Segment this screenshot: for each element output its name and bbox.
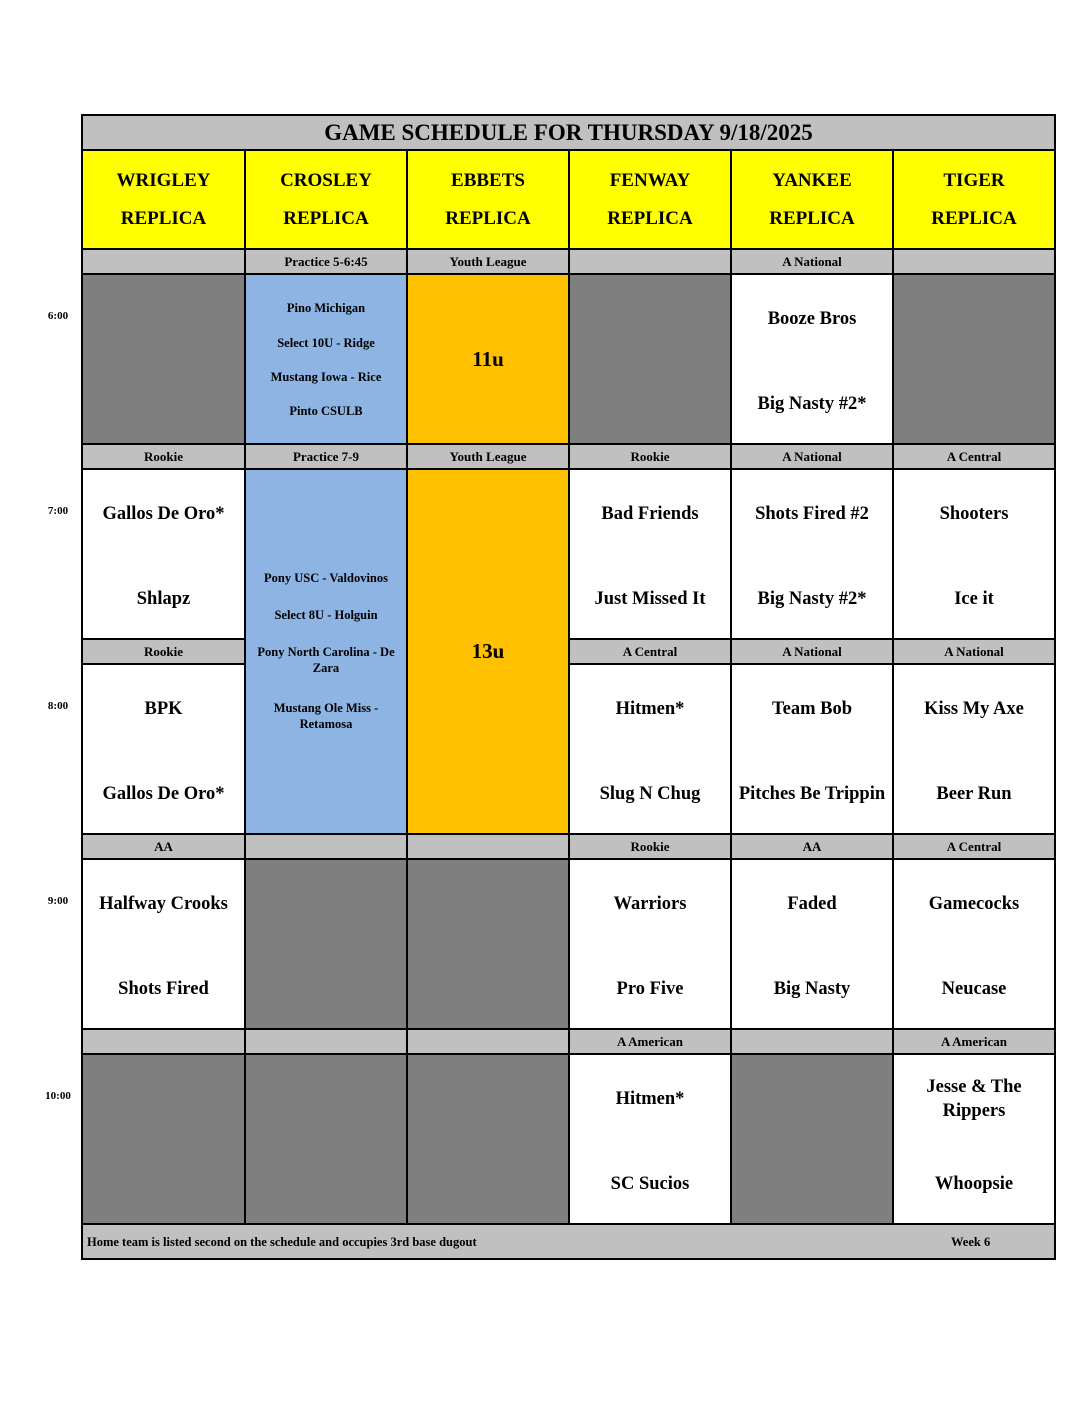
game-800-wrigley: [82, 664, 245, 834]
home-team: Shots Fired: [118, 979, 209, 999]
unused-slot: [82, 274, 245, 444]
time-label-600: 6:00: [47, 310, 69, 322]
away-team: Team Bob: [771, 699, 853, 719]
footer-note: Home team is listed second on the schedule and occupies 3rd base dugout: [87, 1235, 477, 1249]
away-team: Hitmen*: [615, 699, 685, 719]
away-team: Warriors: [613, 894, 687, 914]
away-team: Hitmen*: [615, 1089, 685, 1109]
schedule-title-text: GAME SCHEDULE FOR THURSDAY 9/18/2025: [324, 119, 813, 145]
game-800-yankee: [731, 664, 893, 834]
home-team: Big Nasty #2*: [757, 589, 867, 609]
game-900-tiger: [893, 859, 1055, 1029]
field-sub: REPLICA: [445, 207, 531, 229]
away-team: Gamecocks: [928, 894, 1020, 914]
home-team: Ice it: [954, 589, 994, 609]
field-name: EBBETS: [451, 169, 525, 191]
field-name: CROSLEY: [280, 169, 372, 191]
time-label-700: 7:00: [47, 505, 69, 517]
home-team: Big Nasty #2*: [757, 394, 867, 414]
home-team: Pitches Be Trippin: [738, 784, 886, 804]
practice-team: Select 8U - Holguin: [274, 608, 378, 622]
away-team: Faded: [787, 894, 837, 914]
home-team: Whoopsie: [934, 1174, 1014, 1194]
schedule-title: [82, 115, 1055, 150]
game-1000-fenway: [569, 1054, 731, 1224]
league-label: [245, 834, 407, 859]
home-team: Gallos De Oro*: [102, 784, 225, 804]
unused-slot: [245, 1054, 407, 1224]
league-label: Youth League: [407, 249, 569, 274]
league-label: [82, 249, 245, 274]
field-name: YANKEE: [772, 169, 852, 191]
unused-slot: [893, 274, 1055, 444]
time-label-1000: 10:00: [45, 1090, 71, 1102]
field-header-crosley: [245, 150, 407, 249]
home-team: Just Missed It: [594, 589, 706, 609]
practice-block-700: [245, 469, 407, 834]
youth-age-group: 13u: [471, 639, 505, 663]
league-label: [82, 1029, 245, 1054]
youth-league-block-600: [407, 274, 569, 444]
practice-team: Pony North Carolina - De Zara: [257, 645, 395, 675]
game-900-fenway: [569, 859, 731, 1029]
league-label: [245, 1029, 407, 1054]
field-sub: REPLICA: [769, 207, 855, 229]
away-team: Booze Bros: [767, 309, 857, 329]
away-team: Shots Fired #2: [755, 504, 869, 524]
league-label: Youth League: [407, 444, 569, 469]
league-label: [407, 1029, 569, 1054]
league-label: Rookie: [569, 834, 731, 859]
game-800-tiger: [893, 664, 1055, 834]
league-label: A American: [893, 1029, 1055, 1054]
game-700-fenway: [569, 469, 731, 639]
league-label: Rookie: [569, 444, 731, 469]
unused-slot: [407, 859, 569, 1029]
game-800-fenway: [569, 664, 731, 834]
league-label: [731, 1029, 893, 1054]
field-sub: REPLICA: [120, 207, 207, 229]
practice-team: Mustang Ole Miss - Retamosa: [273, 701, 379, 731]
youth-age-group: 11u: [472, 346, 504, 371]
field-header-ebbets: [407, 150, 569, 249]
field-header-fenway: [569, 150, 731, 249]
field-sub: REPLICA: [931, 207, 1017, 229]
league-label: A National: [893, 639, 1055, 664]
game-600-yankee: [731, 274, 893, 444]
footer-week: Week 6: [951, 1235, 991, 1249]
field-sub: REPLICA: [607, 207, 693, 229]
practice-team: Pony USC - Valdovinos: [264, 571, 388, 585]
league-label: AA: [82, 834, 245, 859]
time-label-800: 8:00: [47, 700, 69, 712]
league-label: Practice 5-6:45: [245, 249, 407, 274]
game-1000-tiger: [893, 1054, 1055, 1224]
league-label: [569, 249, 731, 274]
practice-team: Pino Michigan: [286, 301, 366, 315]
away-team: Bad Friends: [601, 504, 699, 524]
league-label: Rookie: [82, 639, 245, 664]
practice-team: Select 10U - Ridge: [277, 336, 375, 350]
footer-bar: [82, 1224, 1055, 1260]
league-label: A Central: [569, 639, 731, 664]
away-team: Gallos De Oro*: [102, 504, 225, 524]
youth-league-block-700: [407, 469, 569, 834]
league-label: A National: [731, 444, 893, 469]
away-team: Shooters: [939, 504, 1009, 524]
away-team: Kiss My Axe: [924, 699, 1024, 719]
unused-slot: [245, 859, 407, 1029]
unused-slot: [731, 1054, 893, 1224]
game-700-wrigley: [82, 469, 245, 639]
league-label: A Central: [893, 444, 1055, 469]
game-900-yankee: [731, 859, 893, 1029]
home-team: Shlapz: [136, 589, 191, 609]
home-team: Beer Run: [936, 784, 1012, 804]
field-name: FENWAY: [609, 169, 691, 191]
game-900-wrigley: [82, 859, 245, 1029]
home-team: Slug N Chug: [599, 784, 701, 804]
field-header-tiger: [893, 150, 1055, 249]
game-700-yankee: [731, 469, 893, 639]
time-label-900: 9:00: [47, 895, 69, 907]
home-team: SC Sucios: [610, 1174, 690, 1194]
unused-slot: [82, 1054, 245, 1224]
league-label: [407, 834, 569, 859]
game-700-tiger: [893, 469, 1055, 639]
practice-team: Mustang Iowa - Rice: [270, 370, 382, 384]
field-name: WRIGLEY: [116, 169, 211, 191]
league-label: A National: [731, 639, 893, 664]
field-name: TIGER: [943, 169, 1005, 191]
away-team: Halfway Crooks: [99, 894, 228, 914]
league-label: AA: [731, 834, 893, 859]
field-sub: REPLICA: [283, 207, 369, 229]
league-label: Practice 7-9: [245, 444, 407, 469]
away-team: Jesse & The Rippers: [926, 1077, 1022, 1121]
league-label: A Central: [893, 834, 1055, 859]
home-team: Neucase: [941, 979, 1007, 999]
league-label: Rookie: [82, 444, 245, 469]
league-label: A American: [569, 1029, 731, 1054]
league-label: [893, 249, 1055, 274]
home-team: Big Nasty: [773, 979, 851, 999]
home-team: Pro Five: [616, 979, 684, 999]
unused-slot: [569, 274, 731, 444]
unused-slot: [407, 1054, 569, 1224]
away-team: BPK: [144, 699, 183, 719]
practice-block-600: [245, 274, 407, 444]
practice-team: Pinto CSULB: [289, 404, 363, 418]
field-header-wrigley: [82, 150, 245, 249]
field-header-yankee: [731, 150, 893, 249]
league-label: A National: [731, 249, 893, 274]
